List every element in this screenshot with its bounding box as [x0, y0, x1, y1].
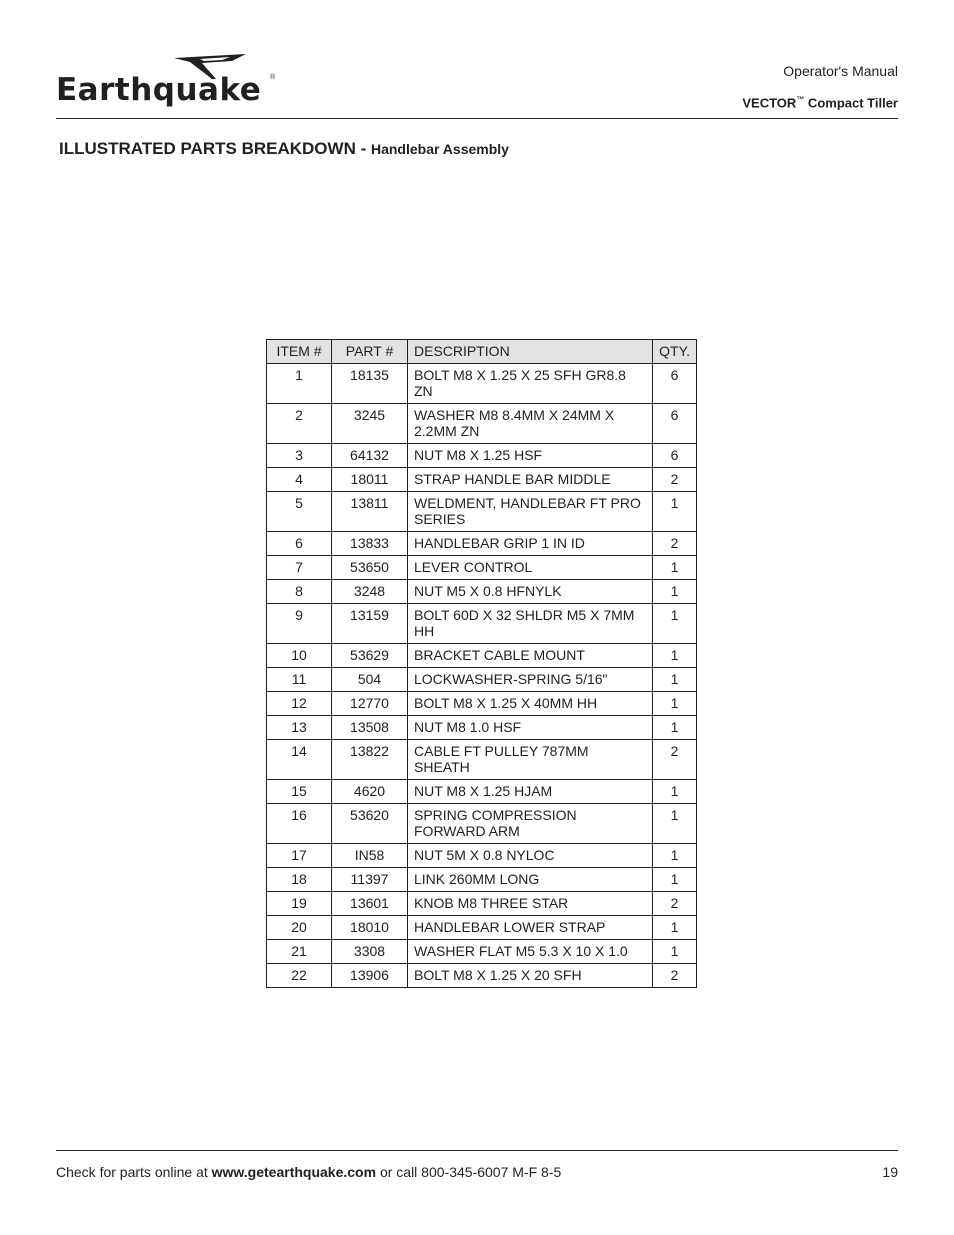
cell-description: HANDLEBAR GRIP 1 IN ID	[408, 532, 653, 556]
cell-description: KNOB M8 THREE STAR	[408, 892, 653, 916]
logo-wordmark: Earthquake	[56, 72, 262, 108]
cell-qty: 1	[653, 716, 697, 740]
col-header-description: DESCRIPTION	[408, 340, 653, 364]
cell-item: 15	[267, 780, 332, 804]
cell-item: 12	[267, 692, 332, 716]
table-row	[267, 604, 697, 644]
manual-label: Operator's Manual	[783, 63, 898, 79]
cell-qty: 2	[653, 532, 697, 556]
page-number: 19	[882, 1164, 898, 1180]
cell-qty: 1	[653, 604, 697, 644]
cell-item: 5	[267, 492, 332, 532]
cell-description: NUT M8 1.0 HSF	[408, 716, 653, 740]
cell-item: 16	[267, 804, 332, 844]
cell-description: NUT M8 X 1.25 HSF	[408, 444, 653, 468]
cell-item: 6	[267, 532, 332, 556]
cell-part: 13906	[332, 964, 408, 988]
table-row	[267, 444, 697, 468]
cell-part: 18010	[332, 916, 408, 940]
cell-qty: 6	[653, 364, 697, 404]
cell-description: BOLT M8 X 1.25 X 20 SFH	[408, 964, 653, 988]
registered-mark: ®	[270, 74, 276, 81]
table-row	[267, 556, 697, 580]
cell-qty: 6	[653, 404, 697, 444]
cell-part: 3248	[332, 580, 408, 604]
footer-contact	[56, 1164, 561, 1180]
cell-item: 8	[267, 580, 332, 604]
table-row	[267, 916, 697, 940]
cell-description: HANDLEBAR LOWER STRAP	[408, 916, 653, 940]
cell-item: 17	[267, 844, 332, 868]
table-row	[267, 716, 697, 740]
parts-table-body	[267, 364, 697, 988]
cell-item: 7	[267, 556, 332, 580]
cell-item: 2	[267, 404, 332, 444]
cell-part: 13833	[332, 532, 408, 556]
cell-part: 53620	[332, 804, 408, 844]
cell-qty: 1	[653, 804, 697, 844]
table-row	[267, 692, 697, 716]
table-row	[267, 804, 697, 844]
col-header-qty: QTY.	[653, 340, 697, 364]
cell-qty: 2	[653, 468, 697, 492]
model-name: VECTOR	[742, 95, 797, 111]
table-row	[267, 644, 697, 668]
footer-text-after: or call 800-345-6007 M-F 8-5	[376, 1164, 562, 1180]
cell-item: 18	[267, 868, 332, 892]
cell-part: 13508	[332, 716, 408, 740]
cell-qty: 1	[653, 580, 697, 604]
cell-description: BOLT M8 X 1.25 X 40MM HH	[408, 692, 653, 716]
model-title	[742, 95, 898, 110]
cell-description: STRAP HANDLE BAR MIDDLE	[408, 468, 653, 492]
cell-item: 11	[267, 668, 332, 692]
earthquake-logo	[54, 54, 280, 116]
table-row	[267, 964, 697, 988]
cell-description: BRACKET CABLE MOUNT	[408, 644, 653, 668]
cell-description: WASHER M8 8.4MM X 24MM X 2.2MM ZN	[408, 404, 653, 444]
cell-item: 4	[267, 468, 332, 492]
table-row	[267, 868, 697, 892]
footer-website-link[interactable]: www.getearthquake.com	[211, 1164, 377, 1180]
cell-item: 9	[267, 604, 332, 644]
header-divider	[56, 118, 898, 119]
cell-part: 53650	[332, 556, 408, 580]
cell-qty: 1	[653, 916, 697, 940]
cell-part: 11397	[332, 868, 408, 892]
cell-description: NUT M5 X 0.8 HFNYLK	[408, 580, 653, 604]
section-heading: ILLUSTRATED PARTS BREAKDOWN -	[59, 139, 371, 158]
cell-description: BOLT 60D X 32 SHLDR M5 X 7MM HH	[408, 604, 653, 644]
parts-table	[266, 339, 697, 988]
table-row	[267, 844, 697, 868]
cell-description: NUT M8 X 1.25 HJAM	[408, 780, 653, 804]
table-row	[267, 404, 697, 444]
cell-part: 3308	[332, 940, 408, 964]
cell-part: 13159	[332, 604, 408, 644]
cell-item: 1	[267, 364, 332, 404]
cell-qty: 1	[653, 492, 697, 532]
table-row	[267, 364, 697, 404]
cell-part: 504	[332, 668, 408, 692]
cell-item: 14	[267, 740, 332, 780]
cell-description: WELDMENT, HANDLEBAR FT PRO SERIES	[408, 492, 653, 532]
cell-item: 13	[267, 716, 332, 740]
table-row	[267, 492, 697, 532]
cell-qty: 1	[653, 940, 697, 964]
cell-qty: 1	[653, 644, 697, 668]
cell-item: 10	[267, 644, 332, 668]
cell-qty: 1	[653, 668, 697, 692]
trademark-mark: ™	[796, 95, 805, 104]
cell-part: 4620	[332, 780, 408, 804]
cell-description: CABLE FT PULLEY 787MM SHEATH	[408, 740, 653, 780]
table-row	[267, 668, 697, 692]
table-row	[267, 532, 697, 556]
cell-description: NUT 5M X 0.8 NYLOC	[408, 844, 653, 868]
cell-part: 64132	[332, 444, 408, 468]
table-header-row	[267, 340, 697, 364]
cell-item: 3	[267, 444, 332, 468]
section-title	[59, 139, 509, 159]
cell-item: 19	[267, 892, 332, 916]
cell-part: 18011	[332, 468, 408, 492]
cell-part: IN58	[332, 844, 408, 868]
cell-part: 3245	[332, 404, 408, 444]
model-suffix: Compact Tiller	[804, 95, 898, 111]
col-header-part: PART #	[332, 340, 408, 364]
cell-qty: 1	[653, 780, 697, 804]
cell-qty: 2	[653, 740, 697, 780]
table-row	[267, 780, 697, 804]
table-row	[267, 580, 697, 604]
cell-item: 21	[267, 940, 332, 964]
cell-qty: 1	[653, 844, 697, 868]
cell-part: 13601	[332, 892, 408, 916]
cell-description: LEVER CONTROL	[408, 556, 653, 580]
cell-item: 20	[267, 916, 332, 940]
footer-divider	[56, 1150, 898, 1151]
cell-description: LOCKWASHER-SPRING 5/16"	[408, 668, 653, 692]
table-row	[267, 468, 697, 492]
cell-part: 18135	[332, 364, 408, 404]
cell-qty: 1	[653, 556, 697, 580]
cell-qty: 1	[653, 692, 697, 716]
cell-part: 13822	[332, 740, 408, 780]
cell-item: 22	[267, 964, 332, 988]
cell-part: 13811	[332, 492, 408, 532]
cell-qty: 1	[653, 868, 697, 892]
cell-description: LINK 260MM LONG	[408, 868, 653, 892]
footer-text-before: Check for parts online at	[56, 1164, 212, 1180]
cell-description: WASHER FLAT M5 5.3 X 10 X 1.0	[408, 940, 653, 964]
cell-qty: 2	[653, 964, 697, 988]
cell-description: BOLT M8 X 1.25 X 25 SFH GR8.8 ZN	[408, 364, 653, 404]
cell-qty: 2	[653, 892, 697, 916]
cell-qty: 6	[653, 444, 697, 468]
table-row	[267, 740, 697, 780]
col-header-item: ITEM #	[267, 340, 332, 364]
section-subtitle: Handlebar Assembly	[370, 141, 509, 157]
cell-part: 12770	[332, 692, 408, 716]
table-row	[267, 892, 697, 916]
cell-part: 53629	[332, 644, 408, 668]
table-row	[267, 940, 697, 964]
cell-description: SPRING COMPRESSION FORWARD ARM	[408, 804, 653, 844]
